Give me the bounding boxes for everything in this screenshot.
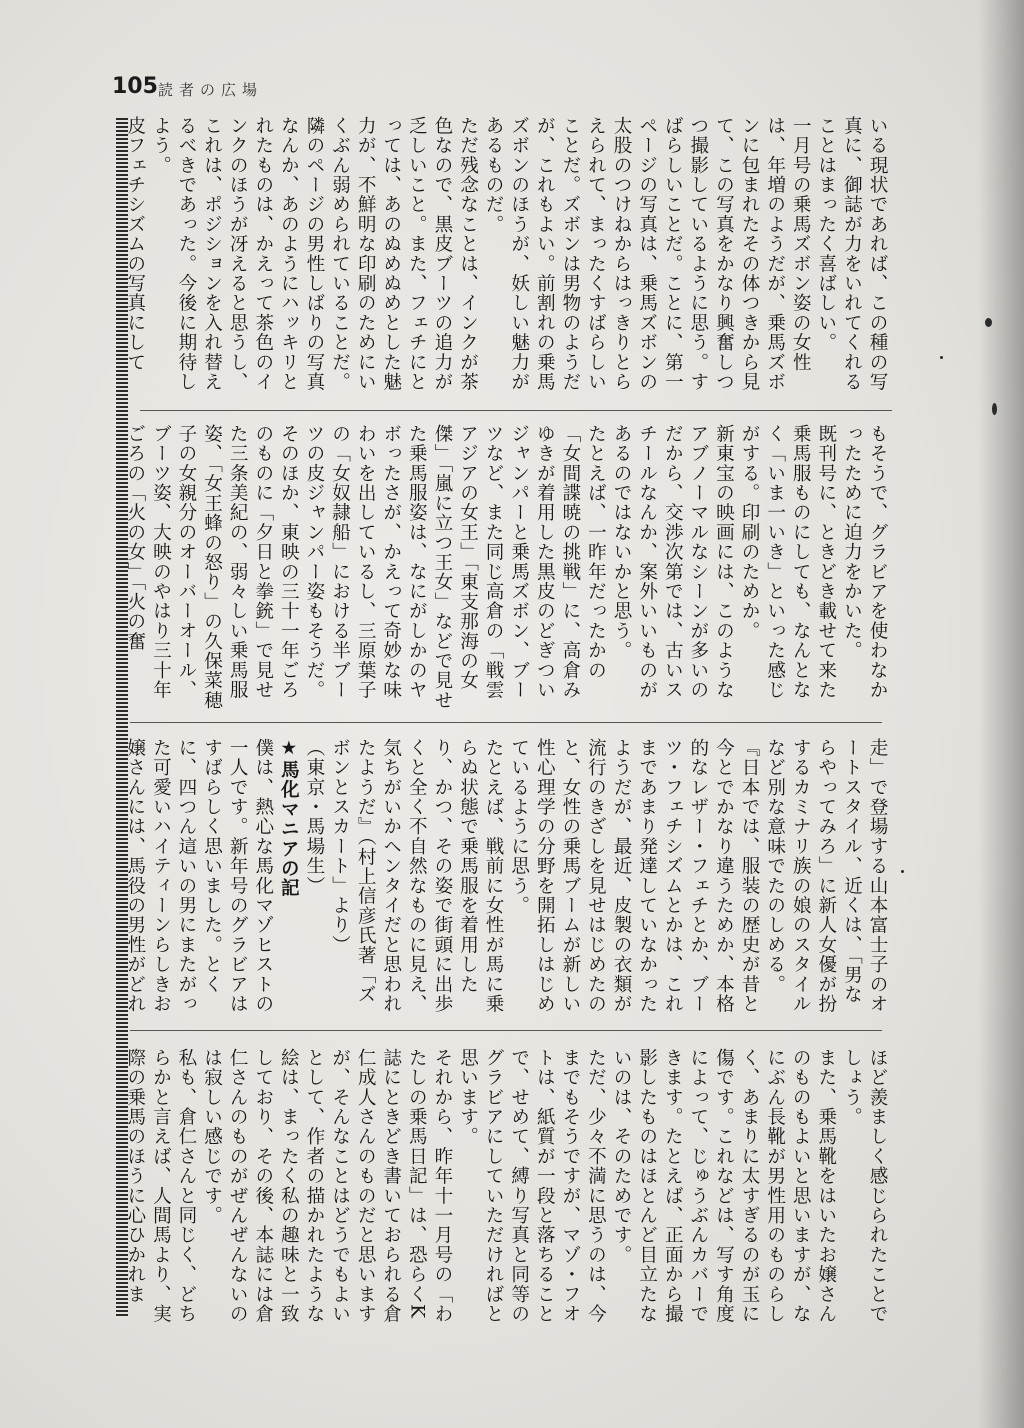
- text-band-4: [124, 1048, 890, 1338]
- print-speck: [940, 356, 943, 359]
- article-heading-text: 馬化マニアの記: [278, 760, 300, 899]
- text-band-3: [124, 738, 890, 1020]
- star-icon: ★: [278, 738, 300, 761]
- section-title: 読者の広場: [158, 81, 264, 99]
- paragraph: ただ、少々不満に思うのは、今までもそうですが、マゾ・フオトは、紙質が一段と落ちることで、せめて、縛り写真と同等のグラビアにしていただければと思います。: [457, 1048, 607, 1324]
- paragraph: 既刊号に、ときどき載せて来た乗馬服ものにしても、なんとなく「いま一いき」といった感じがする。印刷のためか。: [739, 424, 837, 700]
- paragraph: 私も、倉仁さんと同じく、どちらかと言えば、人間馬より、実際の乗馬のほうに心ひかれま: [124, 1048, 197, 1324]
- paragraph: 新東宝の映画には、このようなアブノーマルなシーンが多いのだから、交渉次第では、古いスチールなんか、案外いいものがあるのではないかと思う。: [611, 424, 735, 700]
- paragraph: 走」で登場する山本富士子のオートスタイル、近くは、「男ならやってみろ」に新人女優が扮するカミナリ族の娘のスタイルなど別な意味でたのしめる。: [764, 738, 888, 1014]
- page-number: 105: [112, 74, 158, 99]
- paragraph: 『日本では、服装の歴史が昔と今とでかなり違うためか、本格的なレザー・フェチとか、ブーツ・フェチシズムとかは、これまであまり発達していなかったようだが、最近、皮製の衣類が流行のきざしを見せはじめたのと、女性の乗馬ブームが新しい性心理学の分野を開拓しはじめているように思う。: [508, 738, 761, 1014]
- text-band-1: [124, 116, 890, 401]
- column-divider: [130, 722, 882, 723]
- print-speck: [992, 403, 997, 415]
- paragraph: ただ残念なことは、インクが茶色なので、黒皮ブーツの追力が乏しいこと。また、フェチにとっては、あのぬめぬめとした魅力が、不鮮明な印刷のためにいくぶん弱められていることだ。隣のページの男性しばりの写真なんか、あのようにハッキリとれたものは、かえって茶色のインクのほうが冴えると思うし、これは、ポジションを入れ替えるべきであった。今後に期待しよう。: [150, 116, 479, 392]
- paragraph: それから、昨年十一月号の「わたしの乗馬日記」は、恐らくK誌にときどき書いておられる倉仁成人さんのものだと思いますが、そんなことはどうでもよいとして、作者の描かれたような絵は、まったく私の趣味と一致しており、その後、本誌には倉仁さんのものがぜんぜんないのは寂しい感じです。: [201, 1048, 453, 1324]
- paragraph: 僕は、熱心な馬化マゾヒストの一人です。新年号のグラビアはすばらしく思いました。とくに、四つん這いの男にまたがった可愛いハイティーンらしきお嬢さんには、馬役の男性がどれ: [124, 738, 274, 1014]
- column-divider: [130, 1030, 882, 1031]
- paragraph: ほど羨ましく感じられたことでしょう。: [841, 1048, 888, 1324]
- print-speck: [901, 870, 904, 873]
- column-divider: [140, 410, 892, 411]
- print-speck: [985, 318, 992, 327]
- paragraph: たとえば、一昨年だったかの「女間諜暁の挑戦」に、高倉みゆきが着用した黒皮のどぎついジャンパーと乗馬ズボン、ブーツなど、また同じ高倉の「戦雲アジアの女王」「東支那海の女傑」「嵐に立つ王女」などで見せた乗馬服姿は、なにがしかのヤボったさが、かえって奇妙な味わいを出しているし、三原葉子の「女奴隷船」における半ブーツの皮ジャンパー姿もそうだ。: [303, 424, 607, 711]
- paragraph: そのほか、東映の三十一年ごろのものに「夕日と拳銃」で見せた三条美紀の、弱々しい乗馬服姿、「女王蜂の怒り」の久保菜穂子の女親分のオーバーオール、ブーツ姿、大映のやはり三十年ごろの「火の女」「火の奮: [124, 424, 300, 711]
- paragraph: また、乗馬靴をはいたお嬢さんのものもよいと思いますが、なにぶん長靴が男性用のものらしく、あまりに太すぎるのが玉に傷です。これなどは、写す角度によって、じゅうぶんカバーできます。たとえば、正面から撮影したものはほとんど目立たないのは、そのためです。: [611, 1048, 837, 1324]
- paragraph: 一月号の乗馬ズボン姿の女性は、年増のようだが、乗馬ズボンに包まれたその体つきから見て、この写真をかなり興奮しつつ撮影しているように思う。すばらしいことだ。ことに、第一ページの写真は、乗馬ズボンの太股のつけねからはっきりとらえられて、まったくすばらしいことだ。ズボンは男物のようだが、これもよい。前割れの乗馬ズボンのほうが、妖しい魅力があるものだ。: [483, 116, 812, 392]
- paragraph: もそうで、グラビアを使わなかったために迫力をかいた。: [841, 424, 888, 700]
- page-edge-shadow: [978, 0, 1024, 1428]
- text-band-2: [124, 424, 890, 714]
- paragraph: たとえば、戦前に女性が馬に乗らぬ状態で乗馬服を着用したり、かつ、その姿で街頭に出歩くと全く不自然なものに見え、気ちがいかヘンタイだと思われたようだ』（村上信彦氏著「ズボンとスカート」より）: [329, 738, 505, 1014]
- paragraph: いる現状であれば、この種の写真に、御誌が力をいれてくれることはまったく喜ばしい。: [815, 116, 888, 392]
- signature: （東京・馬場生）: [303, 738, 325, 896]
- paragraph: 皮フェチシズムの写真にして: [124, 116, 146, 373]
- article-heading: [276, 738, 302, 1020]
